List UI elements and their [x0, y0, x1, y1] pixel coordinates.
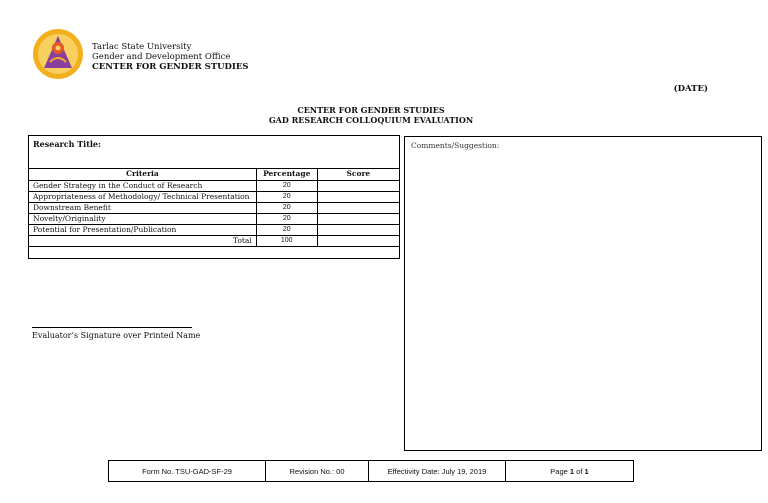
footer-row [109, 461, 634, 482]
total-score-cell[interactable] [317, 236, 399, 247]
criteria-cell: Novelty/Originality [29, 214, 257, 225]
score-cell[interactable] [317, 203, 399, 214]
date-label: (DATE) [673, 84, 708, 94]
score-cell[interactable] [317, 225, 399, 236]
form-number: Form No. TSU-GAD-SF-29 [109, 461, 266, 482]
university-logo [32, 28, 84, 80]
form-title-line1: CENTER FOR GENDER STUDIES [297, 105, 445, 115]
evaluation-box [28, 135, 400, 259]
comments-label: Comments/Suggestion: [411, 141, 500, 150]
percentage-cell: 20 [256, 225, 317, 236]
total-label: Total [29, 236, 257, 247]
page-total: 1 [584, 466, 589, 476]
page-current: 1 [569, 466, 575, 476]
criteria-cell: Appropriateness of Methodology/ Technical Presentation [29, 192, 257, 203]
table-row [29, 192, 400, 203]
center-name: CENTER FOR GENDER STUDIES [92, 62, 249, 72]
percentage-cell: 20 [256, 214, 317, 225]
score-cell[interactable] [317, 214, 399, 225]
percentage-cell: 20 [256, 181, 317, 192]
university-name: Tarlac State University [92, 42, 192, 52]
total-value: 100 [256, 236, 317, 247]
footer-table [108, 460, 634, 482]
criteria-cell: Potential for Presentation/Publication [29, 225, 257, 236]
signature-line[interactable] [32, 327, 192, 328]
research-title-label: Research Title: [33, 139, 101, 149]
page-of: of [574, 466, 585, 476]
criteria-cell: Gender Strategy in the Conduct of Research [29, 181, 257, 192]
score-cell[interactable] [317, 192, 399, 203]
effectivity-date: Effectivity Date: July 19, 2019 [369, 461, 506, 482]
percentage-cell: 20 [256, 192, 317, 203]
score-cell[interactable] [317, 181, 399, 192]
comments-box[interactable] [404, 136, 762, 451]
table-row [29, 225, 400, 236]
table-row [29, 214, 400, 225]
signature-label: Evaluator’s Signature over Printed Name [32, 331, 201, 340]
percentage-header: Percentage [256, 169, 317, 181]
form-title-line2: GAD RESEARCH COLLOQUIUM EVALUATION [268, 115, 474, 125]
evaluation-table [28, 168, 400, 247]
office-name: Gender and Development Office [92, 52, 231, 62]
revision-number: Revision No.: 00 [266, 461, 369, 482]
page-prefix: Page [550, 466, 570, 476]
percentage-cell: 20 [256, 203, 317, 214]
table-row [29, 181, 400, 192]
total-row [29, 236, 400, 247]
page-indicator [506, 461, 634, 482]
score-header: Score [317, 169, 399, 181]
criteria-cell: Downstream Benefit [29, 203, 257, 214]
table-row [29, 203, 400, 214]
table-header-row [29, 169, 400, 181]
criteria-header: Criteria [29, 169, 257, 181]
